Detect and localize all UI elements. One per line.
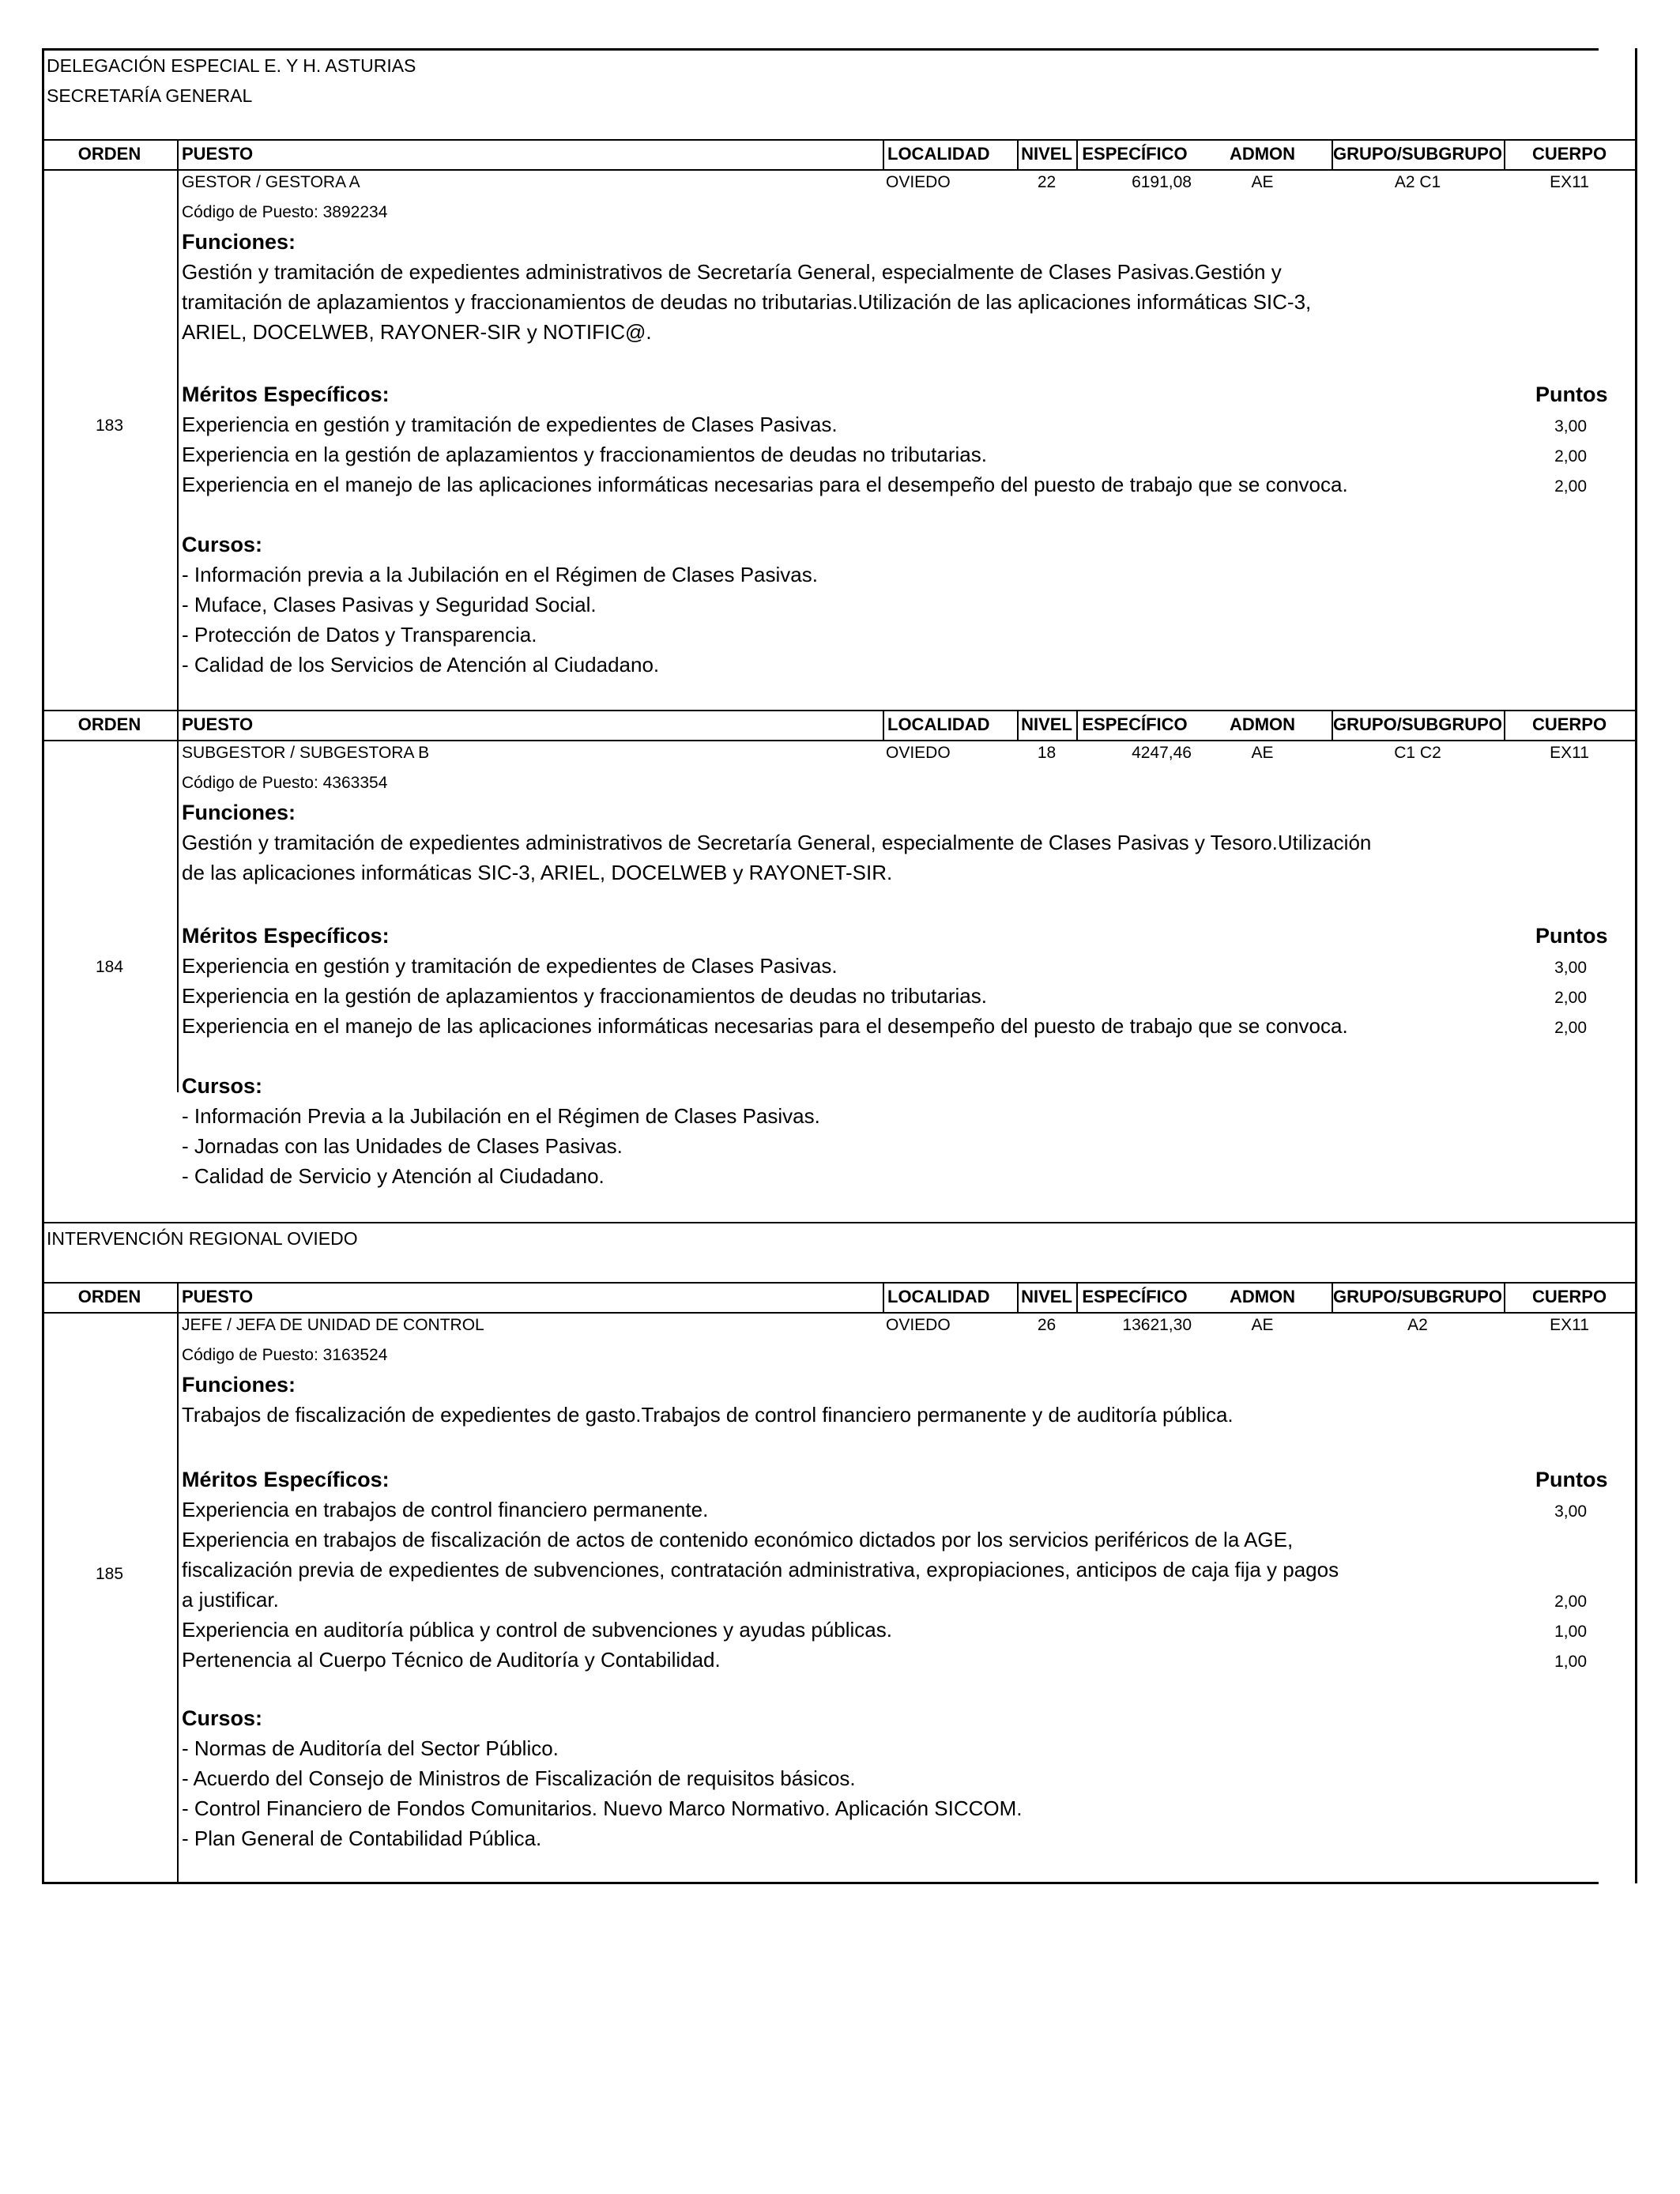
orden-column-divider <box>177 139 179 1092</box>
intervencion-unit-title: INTERVENCIÓN REGIONAL OVIEDO <box>47 1228 358 1249</box>
header-cell-divider <box>177 139 179 169</box>
merito-line: Experiencia en la gestión de aplazamientos y fraccionamientos de deudas no tributarias. <box>182 984 987 1008</box>
codigo-puesto: Código de Puesto: 3892234 <box>182 203 388 221</box>
grupo-value: A2 <box>1407 1316 1428 1334</box>
merito-line: Experiencia en gestión y tramitación de expedientes de Clases Pasivas. <box>182 413 838 436</box>
orden-column-divider <box>177 1282 179 1883</box>
col-header-puesto: PUESTO <box>182 1287 254 1306</box>
col-header-puesto: PUESTO <box>182 144 254 164</box>
curso-line: - Calidad de Servicio y Atención al Ciudadano. <box>182 1164 605 1188</box>
header-cell-divider <box>883 139 884 169</box>
orden-number: 184 <box>95 958 124 976</box>
col-header-admon: ADMON <box>1229 714 1296 734</box>
col-header-admon: ADMON <box>1229 1287 1296 1306</box>
col-header-especifico: ESPECÍFICO <box>1082 144 1188 164</box>
localidad-value: OVIEDO <box>886 744 951 762</box>
merito-line: Experiencia en la gestión de aplazamientos y fraccionamientos de deudas no tributarias. <box>182 443 987 466</box>
header-cell-divider <box>883 1282 884 1312</box>
funciones-heading: Funciones: <box>182 1373 296 1397</box>
merito-line: Experiencia en trabajos de fiscalización de actos de contenido económico dictados por los servicios periféricos de la AGE, <box>182 1528 1294 1551</box>
merito-puntos: 1,00 <box>1554 1653 1587 1671</box>
col-header-cuerpo: CUERPO <box>1531 714 1607 734</box>
merito-line: Experiencia en gestión y tramitación de expedientes de Clases Pasivas. <box>182 954 838 978</box>
cuerpo-value: EX11 <box>1550 1316 1589 1334</box>
merito-line: fiscalización previa de expedientes de subvenciones, contratación administrativa, expropiaciones, anticipos de caja fija y pagos <box>182 1558 1339 1581</box>
col-header-puesto: PUESTO <box>182 714 254 734</box>
cuerpo-value: EX11 <box>1550 744 1589 762</box>
funciones-heading: Funciones: <box>182 801 296 824</box>
merito-line: Experiencia en trabajos de control financiero permanente. <box>182 1498 709 1521</box>
grupo-value: A2 C1 <box>1394 173 1441 191</box>
col-header-orden: ORDEN <box>77 144 141 164</box>
curso-line: - Información Previa a la Jubilación en el Régimen de Clases Pasivas. <box>182 1104 820 1128</box>
merito-puntos: 2,00 <box>1554 447 1587 466</box>
table-bottom-border <box>42 1882 1599 1884</box>
funciones-line: Gestión y tramitación de expedientes administrativos de Secretaría General, especialmente de Clases Pasivas y Tesoro.Utilización <box>182 831 1372 854</box>
section-divider <box>42 1222 1635 1223</box>
funciones-heading: Funciones: <box>182 230 296 254</box>
orden-number: 185 <box>95 1565 124 1583</box>
merito-line: Pertenencia al Cuerpo Técnico de Auditoría y Contabilidad. <box>182 1648 721 1672</box>
col-header-nivel: NIVEL <box>1021 1287 1072 1306</box>
meritos-heading: Méritos Específicos: <box>182 383 390 406</box>
curso-line: - Plan General de Contabilidad Pública. <box>182 1826 542 1850</box>
organization-title: DELEGACIÓN ESPECIAL E. Y H. ASTURIAS <box>47 55 416 76</box>
cuerpo-value: EX11 <box>1550 173 1589 191</box>
puesto-name: JEFE / JEFA DE UNIDAD DE CONTROL <box>182 1316 484 1334</box>
meritos-heading: Méritos Específicos: <box>182 924 390 948</box>
funciones-line: de las aplicaciones informáticas SIC-3, ARIEL, DOCELWEB y RAYONET-SIR. <box>182 861 893 884</box>
col-header-orden: ORDEN <box>77 1287 141 1306</box>
admon-value: AE <box>1251 173 1274 191</box>
cursos-heading: Cursos: <box>182 1706 263 1730</box>
funciones-line: Trabajos de fiscalización de expedientes de gasto.Trabajos de control financiero permanente y de auditoría pública. <box>182 1403 1234 1427</box>
col-header-localidad: LOCALIDAD <box>887 1287 990 1306</box>
col-header-admon: ADMON <box>1229 144 1296 164</box>
col-header-localidad: LOCALIDAD <box>887 144 990 164</box>
merito-puntos: 3,00 <box>1554 1502 1587 1521</box>
curso-line: - Protección de Datos y Transparencia. <box>182 623 537 647</box>
admon-value: AE <box>1251 1316 1274 1334</box>
especifico-value: 4247,46 <box>1132 744 1192 762</box>
merito-line: a justificar. <box>182 1588 279 1612</box>
curso-line: - Jornadas con las Unidades de Clases Pasivas. <box>182 1134 623 1158</box>
cursos-heading: Cursos: <box>182 533 263 556</box>
puntos-heading: Puntos <box>1535 1468 1608 1491</box>
codigo-puesto: Código de Puesto: 4363354 <box>182 774 388 792</box>
merito-line: Experiencia en el manejo de las aplicaciones informáticas necesarias para el desempeño del puesto de trabajo que se convoca. <box>182 1014 1348 1038</box>
curso-line: - Acuerdo del Consejo de Ministros de Fiscalización de requisitos básicos. <box>182 1766 856 1790</box>
puesto-name: SUBGESTOR / SUBGESTORA B <box>182 744 430 762</box>
meritos-heading: Méritos Específicos: <box>182 1468 390 1491</box>
col-header-orden: ORDEN <box>77 714 141 734</box>
grupo-value: C1 C2 <box>1394 744 1441 762</box>
unit-title: SECRETARÍA GENERAL <box>47 85 253 106</box>
merito-puntos: 2,00 <box>1554 477 1587 496</box>
col-header-grupo: GRUPO/SUBGRUPO <box>1333 1287 1502 1306</box>
header-cell-divider <box>883 710 884 740</box>
curso-line: - Calidad de los Servicios de Atención al Ciudadano. <box>182 653 660 677</box>
col-header-cuerpo: CUERPO <box>1531 144 1607 164</box>
merito-line: Experiencia en el manejo de las aplicaciones informáticas necesarias para el desempeño del puesto de trabajo que se convoca. <box>182 473 1348 496</box>
funciones-line: ARIEL, DOCELWEB, RAYONER-SIR y NOTIFIC@. <box>182 320 652 344</box>
funciones-line: tramitación de aplazamientos y fraccionamientos de deudas no tributarias.Utilización de las aplicaciones informáticas SIC-3, <box>182 290 1312 314</box>
nivel-value: 22 <box>1037 173 1057 191</box>
curso-line: - Normas de Auditoría del Sector Público. <box>182 1736 559 1760</box>
col-header-especifico: ESPECÍFICO <box>1082 714 1188 734</box>
header-cell-divider <box>177 1282 179 1312</box>
nivel-value: 18 <box>1037 744 1057 762</box>
merito-puntos: 2,00 <box>1554 989 1587 1007</box>
cursos-heading: Cursos: <box>182 1074 263 1098</box>
curso-line: - Muface, Clases Pasivas y Seguridad Social. <box>182 593 597 616</box>
especifico-value: 6191,08 <box>1132 173 1192 191</box>
orden-number: 183 <box>95 417 124 435</box>
puntos-heading: Puntos <box>1535 383 1608 406</box>
merito-puntos: 2,00 <box>1554 1593 1587 1611</box>
nivel-value: 26 <box>1037 1316 1057 1334</box>
curso-line: - Información previa a la Jubilación en el Régimen de Clases Pasivas. <box>182 563 818 586</box>
col-header-grupo: GRUPO/SUBGRUPO <box>1333 144 1502 164</box>
col-header-grupo: GRUPO/SUBGRUPO <box>1333 714 1502 734</box>
admon-value: AE <box>1251 744 1274 762</box>
col-header-especifico: ESPECÍFICO <box>1082 1287 1188 1306</box>
col-header-nivel: NIVEL <box>1021 714 1072 734</box>
localidad-value: OVIEDO <box>886 1316 951 1334</box>
especifico-value: 13621,30 <box>1122 1316 1192 1334</box>
merito-puntos: 1,00 <box>1554 1623 1587 1641</box>
col-header-nivel: NIVEL <box>1021 144 1072 164</box>
puntos-heading: Puntos <box>1535 924 1608 948</box>
header-cell-divider <box>177 710 179 740</box>
table-right-border <box>1635 48 1637 1883</box>
curso-line: - Control Financiero de Fondos Comunitarios. Nuevo Marco Normativo. Aplicación SICCOM. <box>182 1796 1023 1820</box>
localidad-value: OVIEDO <box>886 173 951 191</box>
merito-line: Experiencia en auditoría pública y control de subvenciones y ayudas públicas. <box>182 1618 892 1642</box>
col-header-localidad: LOCALIDAD <box>887 714 990 734</box>
col-header-cuerpo: CUERPO <box>1531 1287 1607 1306</box>
funciones-line: Gestión y tramitación de expedientes administrativos de Secretaría General, especialmente de Clases Pasivas.Gestión y <box>182 260 1282 284</box>
merito-puntos: 3,00 <box>1554 959 1587 977</box>
merito-puntos: 2,00 <box>1554 1019 1587 1037</box>
puesto-name: GESTOR / GESTORA A <box>182 173 360 191</box>
codigo-puesto: Código de Puesto: 3163524 <box>182 1346 388 1364</box>
merito-puntos: 3,00 <box>1554 417 1587 435</box>
